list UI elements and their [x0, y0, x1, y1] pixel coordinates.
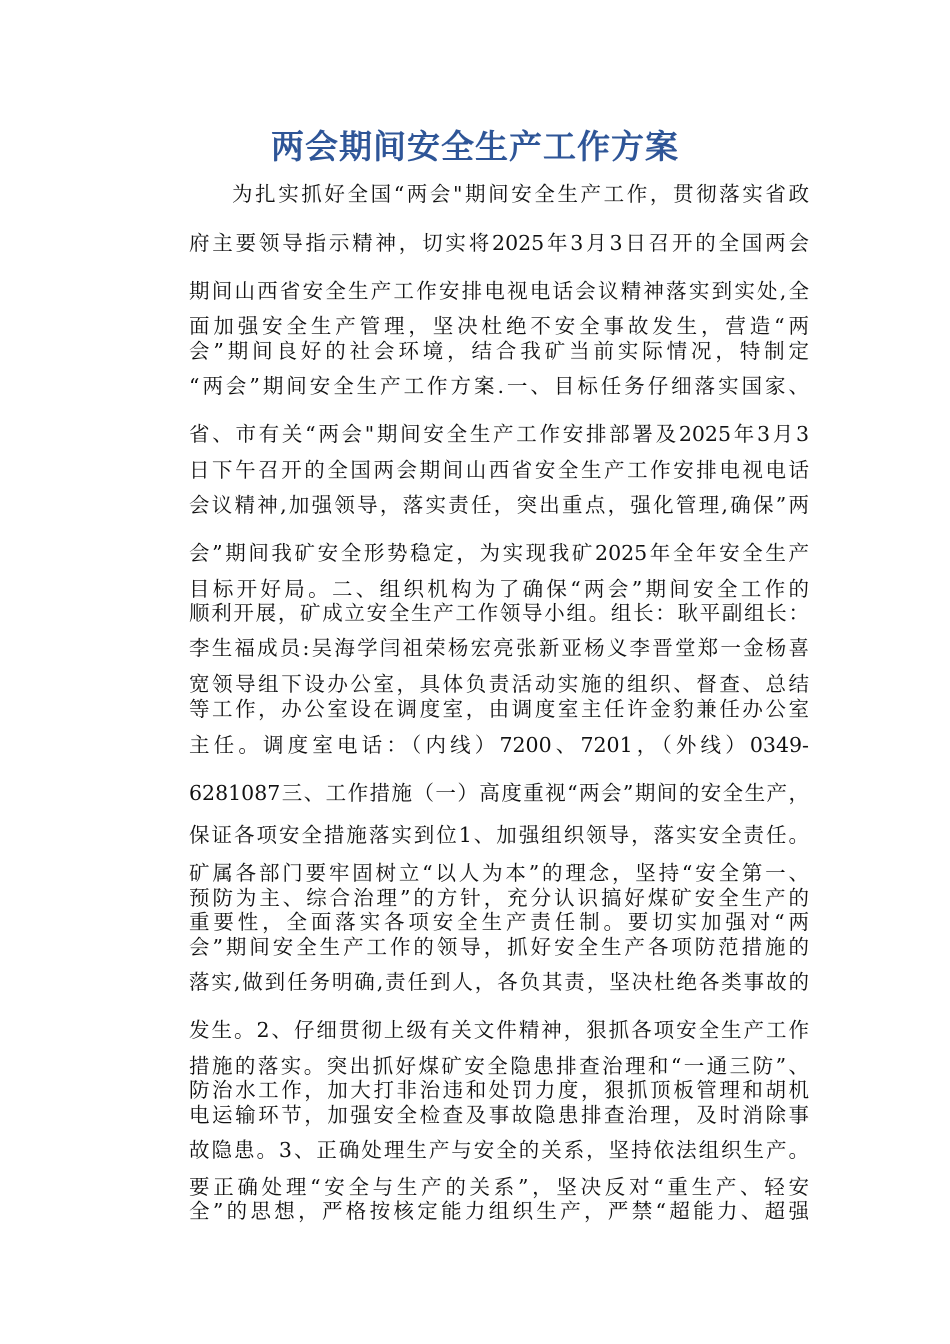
body-line: 电运输环节，加强安全检查及事故隐患排查治理，及时消除事	[189, 1103, 809, 1127]
body-line: 落实,做到任务明确,责任到人，各负其责，坚决杜绝各类事故的	[189, 970, 809, 994]
body-line: 期间山西省安全生产工作安排电视电话会议精神落实到实处,全	[189, 279, 809, 303]
body-line: 等工作，办公室设在调度室，由调度室主任许金豹兼任办公室	[189, 697, 809, 721]
body-line: “两会”期间安全生产工作方案.一、目标任务仔细落实国家、	[189, 374, 809, 398]
body-line: 会”期间我矿安全形势稳定，为实现我矿2025年全年安全生产	[189, 541, 809, 565]
body-line: 主任。调度室电话：（内线）7200、7201，（外线）0349-	[189, 733, 809, 757]
body-line: 省、市有关“两会"期间安全生产工作安排部署及2025年3月3	[189, 422, 809, 446]
body-line: 宽领导组下设办公室，具体负责活动实施的组织、督查、总结	[189, 672, 809, 696]
body-line: 面加强安全生产管理，坚决杜绝不安全事故发生，营造“两	[189, 314, 809, 338]
body-line: 为扎实抓好全国“两会"期间安全生产工作，贯彻落实省政	[232, 182, 809, 206]
body-line: 日下午召开的全国两会期间山西省安全生产工作安排电视电话	[189, 458, 809, 482]
body-line: 故隐患。3、正确处理生产与安全的关系，坚持依法组织生产。	[189, 1138, 809, 1162]
body-line: 措施的落实。突出抓好煤矿安全隐患排查治理和“一通三防”、	[189, 1054, 809, 1078]
body-line: 保证各项安全措施落实到位1、加强组织领导，落实安全责任。	[189, 823, 809, 847]
body-line: 防治水工作，加大打非治违和处罚力度，狠抓顶板管理和胡机	[189, 1078, 809, 1102]
body-line: 顺利开展，矿成立安全生产工作领导小组。组长：耿平副组长：	[189, 601, 809, 625]
document-title: 两会期间安全生产工作方案	[271, 127, 679, 166]
body-line: 会”期间良好的社会环境，结合我矿当前实际情况，特制定	[189, 339, 809, 363]
body-line: 会议精神,加强领导，落实责任，突出重点，强化管理,确保”两	[189, 493, 809, 517]
body-line: 预防为主、综合治理”的方针，充分认识搞好煤矿安全生产的	[189, 886, 809, 910]
body-line: 府主要领导指示精神，切实将2025年3月3日召开的全国两会	[189, 231, 809, 255]
body-line: 发生。2、仔细贯彻上级有关文件精神，狠抓各项安全生产工作	[189, 1018, 809, 1042]
body-line: 会”期间安全生产工作的领导，抓好安全生产各项防范措施的	[189, 935, 809, 959]
body-line: 目标开好局。二、组织机构为了确保“两会”期间安全工作的	[189, 577, 809, 601]
body-line: 矿属各部门要牢固树立“以人为本”的理念，坚持“安全第一、	[189, 861, 809, 885]
body-line: 重要性，全面落实各项安全生产责任制。要切实加强对“两	[189, 910, 809, 934]
body-line: 全”的思想，严格按核定能力组织生产，严禁“超能力、超强	[189, 1199, 809, 1223]
body-line: 6281087三、工作措施（一）高度重视“两会”期间的安全生产，	[189, 781, 809, 805]
body-line: 李生福成员:吴海学闫祖荣杨宏亮张新亚杨义李晋堂郑一金杨喜	[189, 636, 809, 660]
body-line: 要正确处理“安全与生产的关系”，坚决反对“重生产、轻安	[189, 1175, 809, 1199]
